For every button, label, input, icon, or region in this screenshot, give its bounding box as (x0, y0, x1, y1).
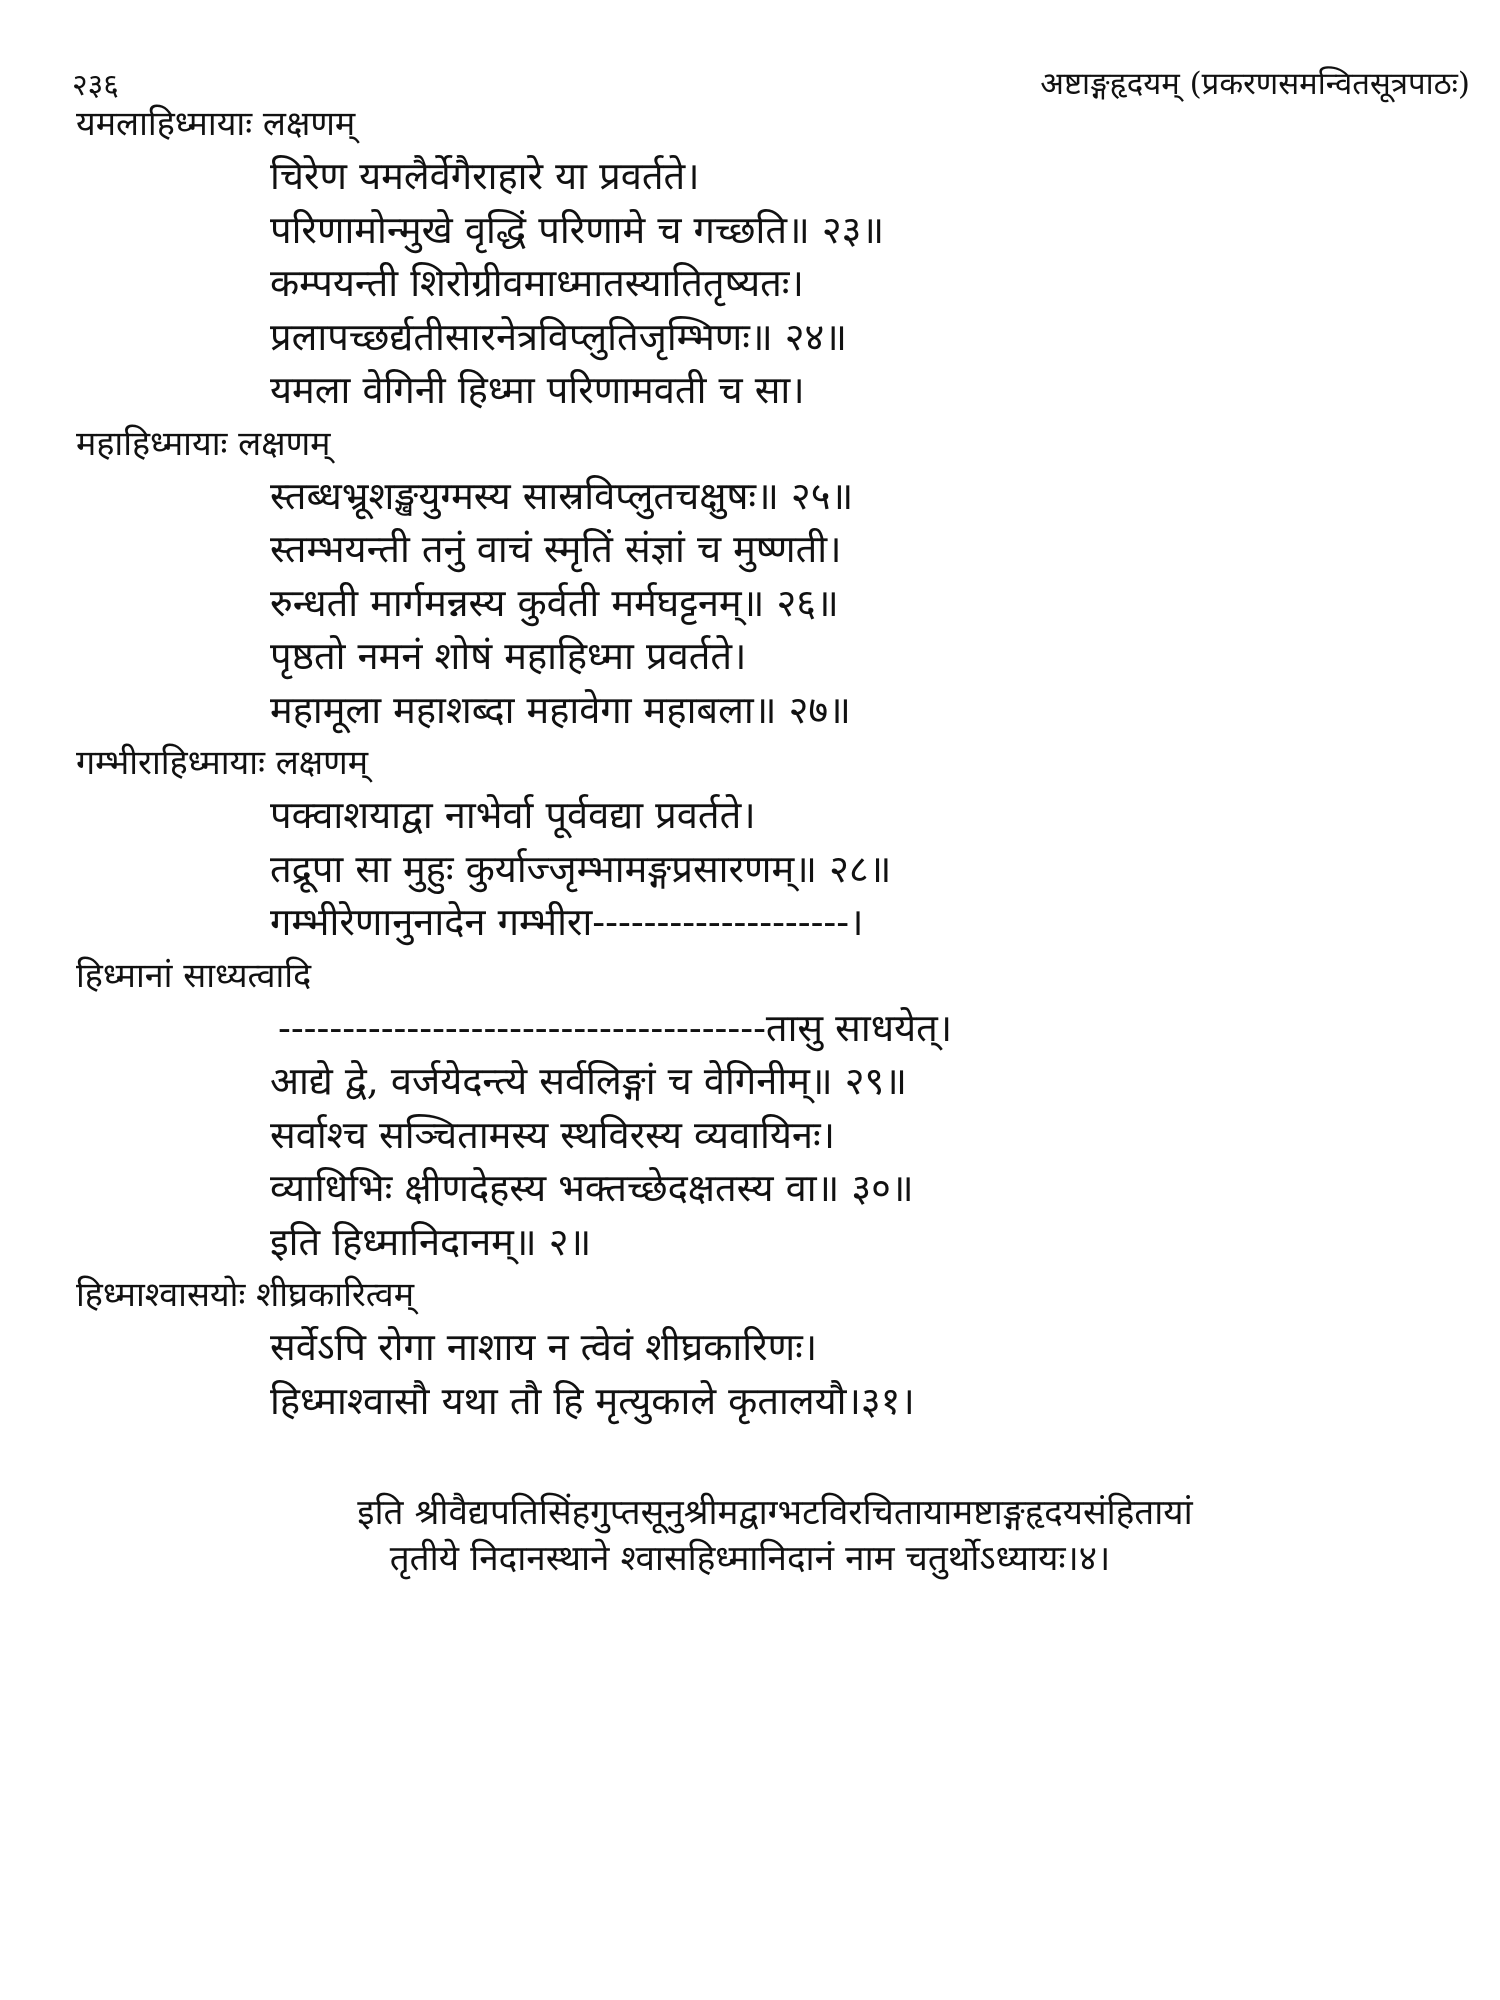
colophon-line: तृतीये निदानस्थाने श्वासहिध्मानिदानं नाम चतुर्थोऽध्यायः।४। (389, 1539, 1111, 1579)
page-number: २३६ (72, 67, 119, 103)
verse-line: आद्ये द्वे, वर्जयेदन्त्ये सर्वलिङ्गां च वेगिनीम्॥ २९॥ (270, 1059, 908, 1103)
chapter-colophon (0, 1490, 1500, 1582)
page-body (0, 98, 1500, 1428)
section-sadhyatva (0, 950, 1500, 1270)
section-heading: महाहिध्मायाः लक्षणम् (76, 423, 331, 464)
verse-line: प्रलापच्छर्द्यतीसारनेत्रविप्लुतिजृम्भिणः॥ २४॥ (270, 314, 848, 359)
section-yamala-hidhma (0, 98, 1500, 418)
verse-line: रुन्धती मार्गमन्नस्य कुर्वती मर्मघट्टनम्॥ २६॥ (270, 580, 839, 625)
verse-line: स्तम्भयन्ती तनुं वाचं स्मृतिं संज्ञां च मुष्णती। (270, 527, 842, 571)
verse-line: चिरेण यमलैर्वेगैराहारे या प्रवर्तते। (270, 154, 700, 198)
verse-line: गम्भीरेणानुनादेन गम्भीरा--------------------। (270, 900, 864, 944)
verse-line: महामूला महाशब्दा महावेगा महाबला॥ २७॥ (270, 687, 851, 732)
verse-line: सर्वाश्च सञ्चितामस्य स्थविरस्य व्यवायिनः। (270, 1112, 836, 1157)
section-heading: हिध्मानां साध्यत्वादि (76, 955, 312, 996)
verse-line: यमला वेगिनी हिध्मा परिणामवती च सा। (270, 368, 805, 412)
verse-line: व्याधिभिः क्षीणदेहस्य भक्तच्छेदक्षतस्य वा॥ ३०॥ (270, 1166, 914, 1210)
verse-line: पक्वाशयाद्वा नाभेर्वा पूर्ववद्या प्रवर्तते। (270, 793, 756, 837)
verse-line: परिणामोन्मुखे वृद्धिं परिणामे च गच्छति॥ २३॥ (270, 207, 885, 252)
section-heading: हिध्माश्वासयोः शीघ्रकारित्वम् (76, 1275, 415, 1315)
verse-line: तद्रूपा सा मुहुः कुर्याज्जृम्भामङ्गप्रसारणम्॥ २८॥ (270, 846, 892, 891)
colophon-line: इति श्रीवैद्यपतिसिंहगुप्तसूनुश्रीमद्वाग्भटविरचितायामष्टाङ्गहृदयसंहितायां (357, 1493, 1193, 1533)
verse-line: पृष्ठतो नमनं शोषं महाहिध्मा प्रवर्तते। (270, 634, 747, 678)
section-heading: गम्भीराहिध्मायाः लक्षणम् (76, 743, 369, 783)
verse-line: --------------------------------------तासु साधयेत्। (278, 1005, 953, 1050)
section-maha-hidhma (0, 418, 1500, 738)
verse-line: इति हिध्मानिदानम्॥ २॥ (270, 1219, 592, 1264)
section-gambhira-hidhma (0, 737, 1500, 950)
running-title: अष्टाङ्गहृदयम् (प्रकरणसमन्वितसूत्रपाठः) (1040, 66, 1470, 102)
section-heading: यमलाहिध्मायाः लक्षणम् (76, 104, 356, 144)
section-shighrakaritva (0, 1269, 1500, 1428)
verse-line: कम्पयन्ती शिरोग्रीवमाध्मातस्यातितृष्यतः। (270, 261, 804, 305)
verse-line: स्तब्धभ्रूशङ्खयुग्मस्य सास्रविप्लुतचक्षुषः॥ २५॥ (270, 473, 854, 518)
verse-line: सर्वेऽपि रोगा नाशाय न त्वेवं शीघ्रकारिणः। (270, 1325, 818, 1369)
verse-line: हिध्माश्वासौ यथा तौ हि मृत्युकाले कृतालयौ।३१। (270, 1378, 915, 1423)
